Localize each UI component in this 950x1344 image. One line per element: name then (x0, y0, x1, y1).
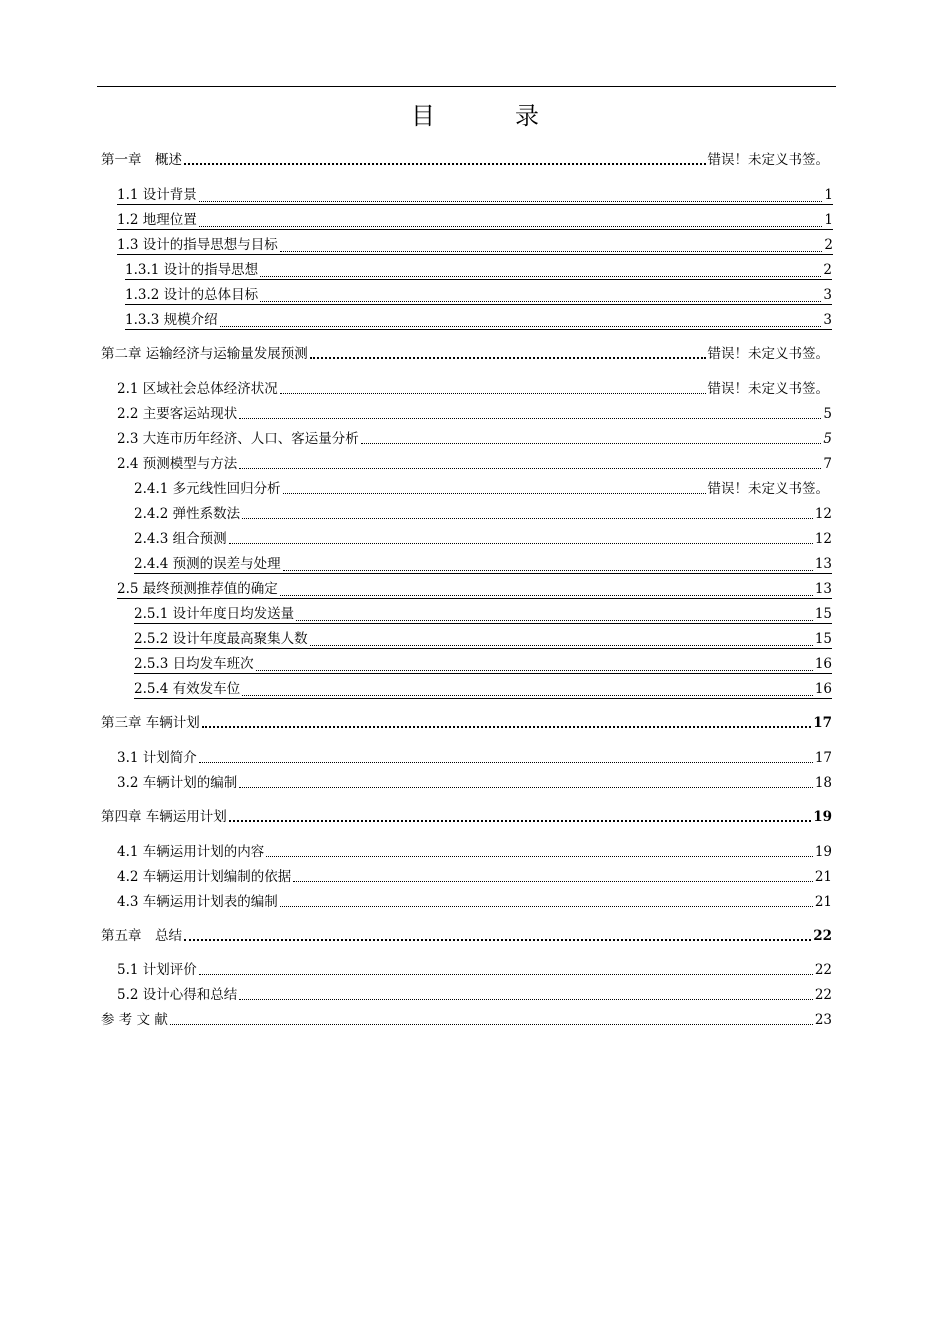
toc-entry-page: 错误！未定义书签。 (707, 152, 829, 168)
toc-entry[interactable] (101, 345, 829, 363)
toc-entry[interactable] (101, 1011, 832, 1029)
toc-entry-label: 2.5.1 设计年度日均发送量 (134, 606, 295, 622)
toc-leader (256, 670, 813, 671)
toc-leader (229, 543, 813, 544)
toc-entry[interactable] (117, 236, 833, 255)
toc-leader (310, 645, 813, 646)
toc-leader (296, 620, 813, 621)
toc-entry-label: 5.2 设计心得和总结 (117, 987, 238, 1003)
toc-entry-page: 5 (823, 406, 832, 422)
toc-leader (239, 418, 821, 419)
toc-entry[interactable] (117, 186, 833, 205)
toc-entry-page: 15 (814, 606, 832, 622)
toc-leader (310, 357, 706, 359)
toc-entry-page: 1 (824, 187, 833, 203)
toc-entry-page: 22 (813, 928, 832, 944)
toc-entry-page: 22 (814, 962, 832, 978)
toc-entry-page: 18 (814, 775, 832, 791)
toc-entry[interactable] (117, 868, 832, 886)
toc-entry-label: 2.1 区域社会总体经济状况 (117, 381, 278, 397)
toc-entry-page: 19 (814, 844, 832, 860)
toc-entry[interactable] (117, 455, 832, 473)
toc-leader (184, 163, 706, 165)
toc-entry[interactable] (117, 961, 832, 979)
toc-entry-page: 21 (814, 894, 832, 910)
toc-entry-label: 2.5 最终预测推荐值的确定 (117, 581, 278, 597)
toc-entry-page: 22 (814, 987, 832, 1003)
toc-entry-label: 1.3 设计的指导思想与目标 (117, 237, 278, 253)
toc-entry-page: 12 (814, 506, 832, 522)
toc-entry-label: 4.1 车辆运用计划的内容 (117, 844, 265, 860)
toc-entry-label: 2.5.2 设计年度最高聚集人数 (134, 631, 308, 647)
toc-leader (280, 393, 706, 394)
toc-entry-label: 1.3.3 规模介绍 (125, 312, 218, 328)
toc-leader (220, 326, 822, 327)
toc-entry[interactable] (101, 714, 832, 732)
toc-entry-page: 12 (814, 531, 832, 547)
toc-entry-label: 2.2 主要客运站现状 (117, 406, 238, 422)
toc-entry[interactable] (125, 261, 832, 280)
toc-entry-label: 第四章 车辆运用计划 (101, 809, 227, 825)
toc-leader (199, 226, 823, 227)
toc-entry-label: 5.1 计划评价 (117, 962, 197, 978)
toc-entry-page: 3 (823, 312, 832, 328)
toc-entry-label: 2.5.3 日均发车班次 (134, 656, 254, 672)
toc-entry[interactable] (117, 986, 832, 1004)
toc-entry-page: 19 (813, 809, 832, 825)
toc-leader (260, 276, 821, 277)
toc-entry-label: 第一章 概述 (101, 152, 182, 168)
toc-entry-page: 错误！未定义书签。 (707, 346, 829, 362)
toc-entry[interactable] (117, 749, 832, 767)
toc-entry-label: 2.5.4 有效发车位 (134, 681, 241, 697)
toc-entry-label: 2.4.2 弹性系数法 (134, 506, 241, 522)
toc-entry-page: 5 (823, 431, 832, 447)
toc-leader (229, 820, 811, 822)
toc-entry-page: 1 (824, 212, 833, 228)
toc-entry[interactable] (117, 580, 832, 599)
toc-entry[interactable] (134, 630, 832, 649)
toc-entry[interactable] (117, 405, 832, 423)
toc-leader (239, 999, 813, 1000)
toc-entry[interactable] (117, 843, 832, 861)
toc-entry-page: 7 (823, 456, 832, 472)
toc-entry[interactable] (134, 605, 832, 624)
toc-entry[interactable] (101, 808, 832, 826)
toc-entry-label: 2.4.4 预测的误差与处理 (134, 556, 281, 572)
toc-entry-page: 16 (814, 656, 832, 672)
toc-entry[interactable] (117, 893, 832, 911)
toc-entry-page: 15 (814, 631, 832, 647)
toc-entry-label: 1.3.1 设计的指导思想 (125, 262, 259, 278)
toc-entry-page: 13 (814, 556, 832, 572)
toc-leader (361, 443, 822, 444)
toc-entry-label: 4.3 车辆运用计划表的编制 (117, 894, 278, 910)
toc-entry[interactable] (101, 927, 832, 945)
toc-entry-label: 参 考 文 献 (101, 1012, 168, 1028)
header-rule (97, 86, 836, 87)
toc-entry[interactable] (117, 380, 829, 398)
toc-leader (260, 301, 821, 302)
toc-leader (266, 856, 813, 857)
toc-entry-page: 17 (813, 715, 832, 731)
toc-leader (239, 787, 813, 788)
toc-leader (283, 570, 813, 571)
toc-leader (202, 726, 811, 728)
toc-entry-label: 2.4.1 多元线性回归分析 (134, 481, 281, 497)
toc-entry-page: 2 (824, 237, 833, 253)
toc-entry[interactable] (117, 211, 833, 230)
toc-leader (170, 1024, 813, 1025)
toc-entry-label: 4.2 车辆运用计划编制的依据 (117, 869, 292, 885)
toc-leader (280, 251, 823, 252)
toc-entry[interactable] (134, 655, 832, 674)
toc-entry-page: 13 (814, 581, 832, 597)
toc-entry[interactable] (134, 555, 832, 574)
toc-entry-page: 3 (823, 287, 832, 303)
toc-entry-label: 2.4 预测模型与方法 (117, 456, 238, 472)
toc-entry[interactable] (134, 680, 832, 699)
toc-entry-page: 错误！未定义书签。 (707, 381, 829, 397)
toc-entry-page: 17 (814, 750, 832, 766)
toc-leader (280, 595, 813, 596)
toc-leader (199, 201, 823, 202)
toc-entry-label: 第二章 运输经济与运输量发展预测 (101, 346, 308, 362)
toc-entry[interactable] (117, 774, 832, 792)
toc-leader (184, 939, 811, 941)
toc-entry-label: 第五章 总结 (101, 928, 182, 944)
toc-leader (239, 468, 821, 469)
toc-leader (242, 695, 813, 696)
toc-entry-label: 2.4.3 组合预测 (134, 531, 227, 547)
toc-entry[interactable] (117, 430, 832, 448)
toc-leader (280, 906, 813, 907)
toc-entry-page: 2 (823, 262, 832, 278)
toc-entry[interactable] (134, 505, 832, 523)
toc-entry-label: 1.1 设计背景 (117, 187, 197, 203)
toc-leader (199, 974, 813, 975)
toc-entry-page: 16 (814, 681, 832, 697)
toc-entry-label: 2.3 大连市历年经济、人口、客运量分析 (117, 431, 359, 447)
toc-entry[interactable] (125, 311, 832, 330)
toc-leader (242, 518, 813, 519)
toc-entry[interactable] (125, 286, 832, 305)
toc-entry-label: 1.2 地理位置 (117, 212, 197, 228)
toc-leader (283, 493, 706, 494)
toc-entry-page: 23 (814, 1012, 832, 1028)
toc-entry[interactable] (101, 151, 829, 169)
toc-leader (293, 881, 813, 882)
toc-entry-label: 3.2 车辆计划的编制 (117, 775, 238, 791)
page-title: 目 录 (411, 102, 567, 130)
toc-entry-label: 1.3.2 设计的总体目标 (125, 287, 259, 303)
toc-entry-label: 第三章 车辆计划 (101, 715, 200, 731)
toc-entry-label: 3.1 计划简介 (117, 750, 197, 766)
toc-entry-page: 错误！未定义书签。 (707, 481, 829, 497)
toc-leader (199, 762, 813, 763)
toc-entry[interactable] (134, 530, 832, 548)
toc-entry[interactable] (134, 480, 829, 498)
toc-entry-page: 21 (814, 869, 832, 885)
